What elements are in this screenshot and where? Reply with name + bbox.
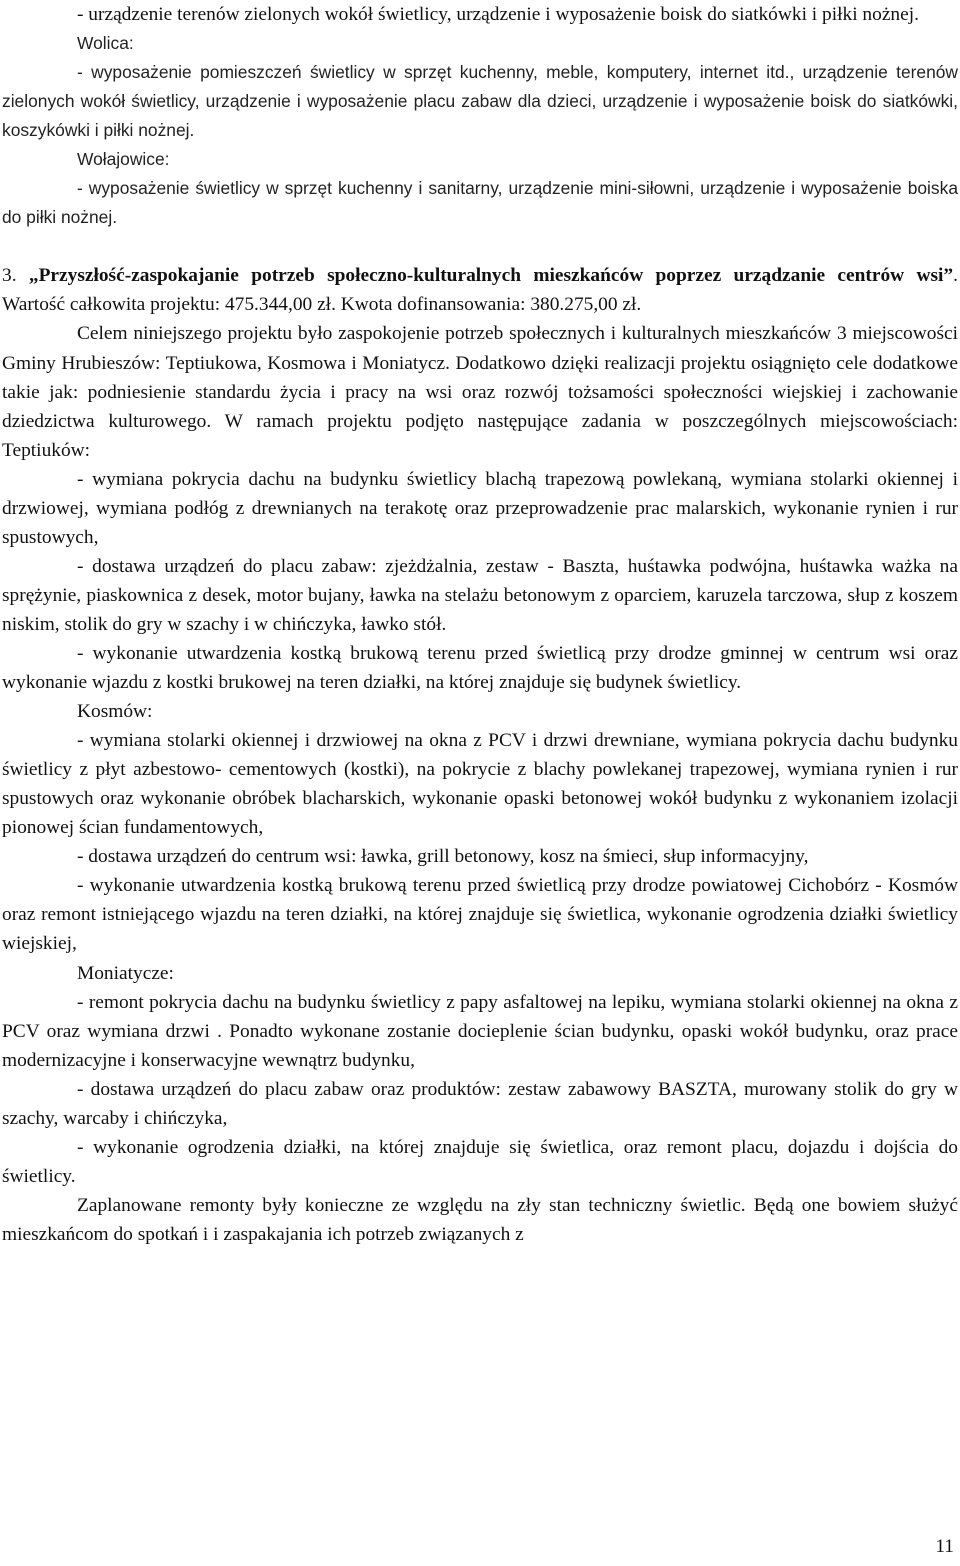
list-item-teptiukow-roof: - wymiana pokrycia dachu na budynku świetlicy blachą trapezową powlekaną, wymiana stolarki okiennej i drzwiowej, wymiana podłóg z drewnianych na terakotę oraz przeprowadzenie prac malarskich, wykonanie rynien i rur spustowych, <box>2 468 958 548</box>
list-item-moniatycze-playground: - dostawa urządzeń do placu zabaw oraz produktów: zestaw zabawowy BASZTA, murowany stolik do gry w szachy, warcaby i chińczyka, <box>2 1078 958 1129</box>
section-3-heading <box>2 261 958 319</box>
list-item-teptiukow-paving: - wykonanie utwardzenia kostką brukową terenu przed świetlicą przy drodze gminnej w centrum wsi oraz wykonanie wjazdu z kostki brukowej na teren działki, na której znajduje się budynek świetlicy. <box>2 642 958 694</box>
heading-kosmow: Kosmów: <box>77 701 153 723</box>
paragraph-conclusion: Zaplanowane remonty były konieczne ze względu na zły stan techniczny świetlic. Będą one bowiem służyć mieszkańcom do spotkań i i zaspakajania ich potrzeb związanych z <box>2 1194 958 1245</box>
paragraph-wolica-item: - wyposażenie pomieszczeń świetlicy w sprzęt kuchenny, meble, komputery, internet itd., urządzenie terenów zielonych wokół świetlicy, urządzenie i wyposażenie placu zabaw dla dzieci, urządzenie i wyposażenie boisk do siatkówki, koszykówki i piłki nożnej. <box>2 62 958 141</box>
section-value-text: . Wartość całkowita projektu: 475.344,00 zł. Kwota dofinansowania: 380.275,00 zł. <box>2 265 958 316</box>
section-number: 3. <box>2 265 17 287</box>
heading-moniatycze: Moniatycze: <box>77 962 174 984</box>
section-title: „Przyszłość-zaspokajanie potrzeb społeczno-kulturalnych mieszkańców poprzez urządzanie centrów wsi” <box>28 265 954 287</box>
page-number: 11 <box>935 1536 954 1557</box>
paragraph-wolica-prev-item: - urządzenie terenów zielonych wokół świetlicy, urządzenie i wyposażenie boisk do siatkówki i piłki nożnej. <box>77 4 919 25</box>
list-item-kosmow-equipment: - dostawa urządzeń do centrum wsi: ławka, grill betonowy, kosz na śmieci, słup informacyjny, <box>77 846 809 868</box>
document-page <box>2 0 958 1566</box>
list-item-moniatycze-fence: - wykonanie ogrodzenia działki, na której znajduje się świetlica, oraz remont placu, dojazdu i dojścia do świetlicy. <box>2 1136 958 1187</box>
list-item-kosmow-renovation: - wymiana stolarki okiennej i drzwiowej na okna z PCV i drzwi drewniane, wymiana pokrycia dachu budynku świetlicy z płyt azbestowo- cementowych (kostki), na pokrycie z blachy powlekanej trapezowej, wymiana rynien i rur spustowych oraz wykonanie obróbek blacharskich, wykonanie opaski betonowej wokół budynku z wykonaniem izolacji pionowej ścian fundamentowych, <box>2 730 958 839</box>
heading-wolica: Wolica: <box>77 33 134 54</box>
paragraph-project-goal: Celem niniejszego projektu było zaspokojenie potrzeb społecznych i kulturalnych mieszkańców 3 miejscowości Gminy Hrubieszów: Teptiukowa, Kosmowa i Moniatycz. Dodatkowo dzięki realizacji projektu osiągnięto cele dodatkowe takie jak: podniesienie standardu życia i pracy na wsi oraz rozwój tożsamości społeczności wiejskiej i zachowanie dziedzictwa kulturowego. W ramach projektu podjęto następujące zadania w poszczególnych miejscowościach: Teptiuków: <box>2 323 958 461</box>
list-item-moniatycze-roof: - remont pokrycia dachu na budynku świetlicy z papy asfaltowej na lepiku, wymiana stolarki okiennej na okna z PCV oraz wymiana drzwi . Ponadto wykonane zostanie docieplenie ścian budynku, opaski wokół budynku, oraz prace modernizacyjne i konserwacyjne wewnątrz budynku, <box>2 991 958 1071</box>
heading-wolajowice: Wołajowice: <box>77 149 170 170</box>
list-item-teptiukow-playground: - dostawa urządzeń do placu zabaw: zjeżdżalnia, zestaw - Baszta, huśtawka podwójna, huśtawka ważka na sprężynie, piaskownica z desek, motor bujany, ławka na stelażu betonowym z oparciem, karuzela tarczowa, słup z koszem niskim, stolik do gry w szachy i w chińczyka, ławko stół. <box>2 555 958 635</box>
paragraph-wolajowice-item: - wyposażenie świetlicy w sprzęt kuchenny i sanitarny, urządzenie mini-siłowni, urządzenie i wyposażenie boiska do piłki nożnej. <box>2 178 958 228</box>
list-item-kosmow-paving: - wykonanie utwardzenia kostką brukową terenu przed świetlicą przy drodze powiatowej Cichobórz - Kosmów oraz remont istniejącego wjazdu na teren działki, na której znajduje się świetlica, wykonanie ogrodzenia działki świetlicy wiejskiej, <box>2 875 958 955</box>
